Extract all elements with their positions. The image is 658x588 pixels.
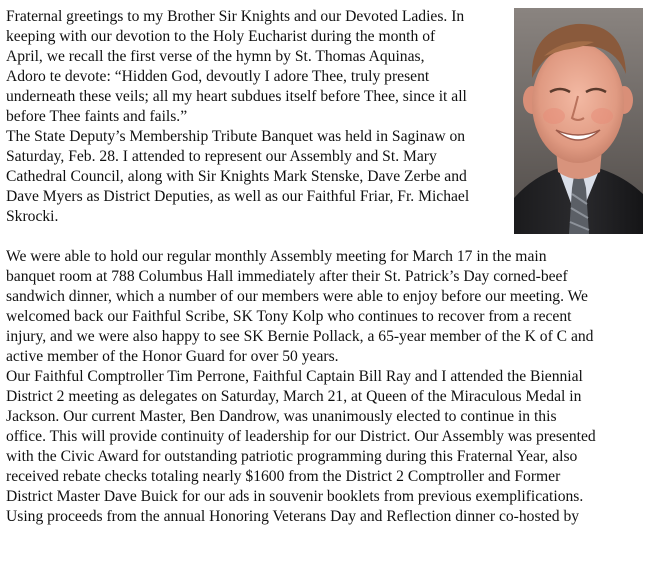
text-line: office. This will provide continuity of leadership for our District. Our Assembly was presented [6, 428, 596, 445]
text-line: Dave Myers as District Deputies, as well as our Faithful Friar, Fr. Michael [6, 188, 470, 205]
text-line: with the Civic Award for outstanding patriotic programming during this Fraternal Year, also [6, 448, 578, 465]
text-line: District 2 meeting as delegates on Saturday, March 21, at Queen of the Miraculous Medal in [6, 388, 582, 405]
text-line: Using proceeds from the annual Honoring Veterans Day and Reflection dinner co-hosted by [6, 508, 580, 525]
text-line: before Thee faints and fails.” [6, 108, 188, 125]
text-line: Cathedral Council, along with Sir Knights Mark Stenske, Dave Zerbe and [6, 168, 467, 185]
text-line: Our Faithful Comptroller Tim Perrone, Faithful Captain Bill Ray and I attended the Biennial [6, 368, 583, 385]
text-line: Adoro te devote: “Hidden God, devoutly I adore Thee, truly present [6, 68, 430, 85]
text-line: received rebate checks totaling nearly $1600 from the District 2 Comptroller and Former [6, 468, 561, 485]
text-line: We were able to hold our regular monthly Assembly meeting for March 17 in the main [6, 248, 547, 265]
text-line: District Master Dave Buick for our ads in souvenir booklets from previous exemplifications. [6, 488, 584, 505]
text-line: The State Deputy’s Membership Tribute Banquet was held in Saginaw on [6, 128, 466, 145]
author-portrait-photo [514, 8, 643, 234]
text-line: Skrocki. [6, 208, 59, 225]
text-line: keeping with our devotion to the Holy Eucharist during the month of [6, 28, 436, 45]
text-line: sandwich dinner, which a number of our members were able to enjoy before our meeting. We [6, 288, 588, 305]
text-line: banquet room at 788 Columbus Hall immediately after their St. Patrick’s Day corned-beef [6, 268, 568, 285]
text-line: April, we recall the first verse of the hymn by St. Thomas Aquinas, [6, 48, 425, 65]
text-line: Saturday, Feb. 28. I attended to represent our Assembly and St. Mary [6, 148, 437, 165]
text-line: Jackson. Our current Master, Ben Dandrow, was unanimously elected to continue in this [6, 408, 557, 425]
text-line: underneath these veils; all my heart subdues itself before Thee, since it all [6, 88, 467, 105]
text-line: injury, and we were also happy to see SK Bernie Pollack, a 65-year member of the K of C and [6, 328, 594, 345]
text-line: Fraternal greetings to my Brother Sir Knights and our Devoted Ladies. In [6, 8, 465, 25]
text-line: welcomed back our Faithful Scribe, SK Tony Kolp who continues to recover from a recent [6, 308, 572, 325]
text-line: active member of the Honor Guard for over 50 years. [6, 348, 339, 365]
